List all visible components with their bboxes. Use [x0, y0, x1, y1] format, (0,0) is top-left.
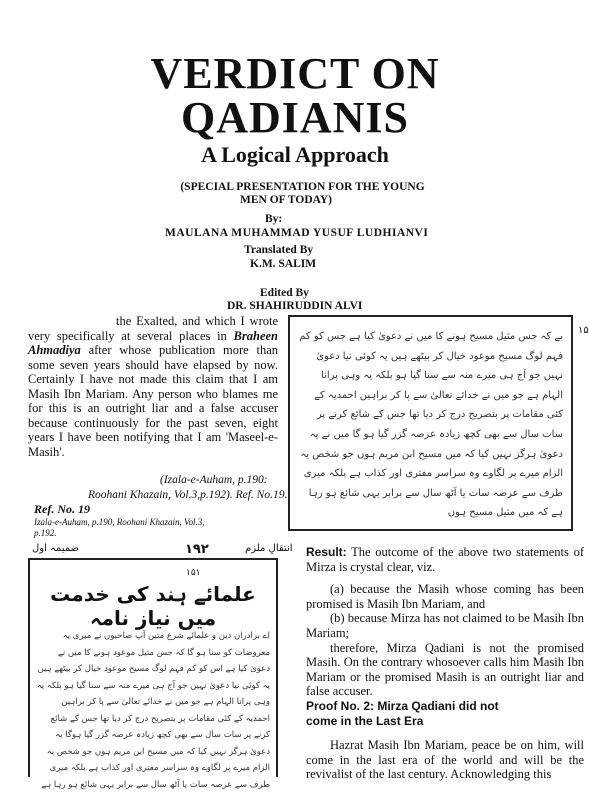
urdu-page-number: ۱۹۲ — [185, 542, 209, 557]
by-label: By: — [265, 213, 283, 225]
translated-by-label: Translated By — [244, 244, 314, 256]
urdu-page-label-right: انتقالِ ملزم — [245, 543, 293, 554]
urdu-small-number: ۱۵۱ — [186, 568, 201, 578]
urdu-scan-text-left: اے برادران دین و علمائے شرع متین آپ صاحبوں نے میری یہ معروضات کو سنا ہو گا کہ جس مثیل موعود ہونے کا میں نے دعویٰ کیا ہے اس کو کم فہم لوگ مسیح موعود خیال کر بیٹھے ہیں یہ کوئی نیا دعویٰ نہیں جو آج ہی میرے منہ سے سنا گیا ہو بلکہ یہ وہی پرانا الہام ہے جو میں نے خدائے تعالیٰ سے پا کر براہین احمدیہ کے کئی مقامات پر بتصریح درج کر دیا تھا جس کے شائع کرنے پر سات سال سے بھی کچھ زیادہ عرصہ گزر گیا ہوگا یہ دعویٰ ہرگز نہیں کیا کہ میں مسیح ابن مریم ہوں جو شخص یہ الزام میرے پر لگاوے وہ سراسر مفتری اور کذاب ہے بلکہ میری طرف سے عرصہ سات یا آٹھ سال سے برابر یہی شائع ہو رہا ہے — [36, 631, 270, 790]
urdu-scan-text: بے کہ جس مثیل مسیح ہونے کا میں نے دعویٰ کیا ہے جس کو کم فہم لوگ مسیح موعود خیال کر بیٹھے ہیں یہ کوئی نیا دعویٰ نہیں جو آج ہی میرے منہ سے سنا گیا ہو بلکہ یہ وہی پرانا الہام ہے جو میں نے خدائے تعالیٰ سے پا کر براہین احمدیہ کے کئی مقامات پر بتصریح درج کر دیا تھا جس کے شائع کرنے پر سات سال سے بھی کچھ زیادہ عرصہ گزر گیا ہو گا میں نے یہ دعویٰ ہرگز نہیں کیا کہ میں مسیح ابن مریم ہوں جو شخص یہ الزام میرے پر لگاوے وہ سراسر مفتری اور کذاب ہے بلکہ میری طرف سے عرصہ سات یا آٹھ سال سے برابر یہی شائع ہو رہا ہے کہ میں مثیل مسیح ہوں — [299, 331, 563, 519]
presentation-line-2: MEN OF TODAY) — [240, 194, 333, 206]
translator-name: K.M. SALIM — [250, 258, 317, 270]
quote-paragraph — [28, 314, 278, 459]
result-label: Result: — [306, 545, 347, 559]
result-paragraph — [306, 545, 584, 574]
subtitle: A Logical Approach — [201, 142, 389, 167]
right-column-text — [306, 545, 584, 782]
quote-text-b: after whose publication more than some seven years should have elapsed by now. Certainly I have not made this claim that I am Masih Ibn Mariam. Any person who blames me for this is an outright liar and a false accuser because continuously for the past seven, eight years I have been notifying that I am 'Maseel-e-Masih'. — [28, 343, 278, 459]
quote-text-a: the Exalted, and which I wrote very specifically at several places in — [28, 314, 278, 343]
urdu-headline: علمائے ہند کی خدمت میں نیاز نامہ — [50, 582, 256, 630]
citation-line-1: (Izala-e-Auham, p.190: — [160, 474, 268, 486]
result-text: The outcome of the above two statements of Mirza is crystal clear, viz. — [306, 545, 584, 574]
title-line-1: VERDICT ON — [150, 49, 440, 98]
editor-name: DR. SHAHIRUDDIN ALVI — [227, 300, 363, 312]
point-b: (b) because Mirza has not claimed to be Masih Ibn Mariam; — [306, 611, 584, 640]
reference-note-line-2: p.192. — [34, 528, 57, 538]
title-line-2: QADIANIS — [180, 93, 410, 142]
proof-heading-2: come in the Last Era — [306, 713, 424, 728]
presentation-line-1: (SPECIAL PRESENTATION FOR THE YOUNG — [180, 181, 425, 193]
therefore-paragraph: therefore, Mirza Qadiani is not the promised Masih. On the contrary whosoever calls him Masih Ibn Mariam or the promised Masih is an outright liar and false accuser. — [306, 640, 584, 699]
author-name: MAULANA MUHAMMAD YUSUF LUDHIANVI — [165, 227, 429, 239]
proof-heading-1: Proof No. 2: Mirza Qadiani did not — [306, 698, 499, 713]
reference-note-line-1: Izala-e-Auham, p.190, Roohani Khazain, Vol.3, — [34, 517, 205, 527]
urdu-scan-box-right — [288, 315, 573, 531]
handwritten-reference: Ref. No. 19 — [34, 502, 90, 516]
point-a: (a) because the Masih whose coming has been promised is Masih Ibn Mariam, and — [306, 582, 584, 611]
book-title: Braheen Ahmadiya — [28, 328, 278, 357]
citation-line-2: Roohani Khazain, Vol.3,p.192). Ref. No.19. — [88, 489, 288, 501]
last-paragraph: Hazrat Masih Ibn Mariam, peace be on him, will come in the last era of the world and will be the revivalist of the last century. Acknowledging this — [306, 738, 584, 782]
urdu-page-label-left: ضمیمہ اول — [32, 543, 79, 554]
urdu-scan-box-left — [28, 558, 278, 790]
left-column-quote — [28, 314, 278, 459]
urdu-margin-marker: ۱۵ — [578, 325, 589, 336]
edited-by-label: Edited By — [260, 287, 309, 299]
